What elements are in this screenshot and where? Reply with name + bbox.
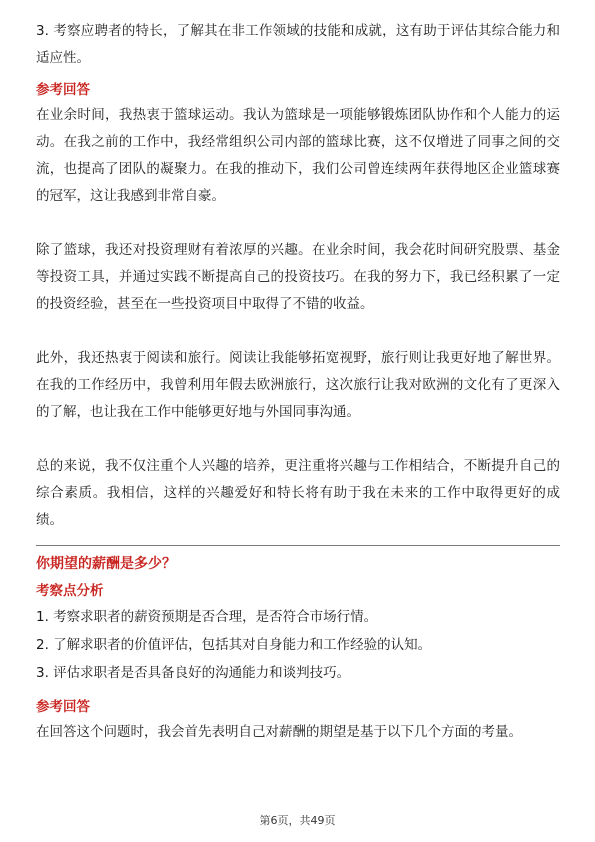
intro-list-item: 3. 考察应聘者的特长，了解其在非工作领域的技能和成就，这有助于评估其综合能力和适应性。	[36, 23, 560, 66]
question-title: 你期望的薪酬是多少？	[36, 556, 176, 572]
answer-paragraph: 此外，我还热衷于阅读和旅行。阅读让我能够拓宽视野，旅行则让我更好地了解世界。在我的工作经历中，我曾利用年假去欧洲旅行，这次旅行让我对欧洲的文化有了更深入的了解，也让我在工作中能够更好地与外国同事沟通。	[36, 350, 560, 420]
paragraph-gap	[36, 426, 560, 453]
page-content	[36, 18, 560, 746]
page-footer: 第6页，共49页	[259, 814, 336, 827]
paragraph-gap	[36, 318, 560, 345]
paragraph-gap	[36, 210, 560, 237]
section-divider	[36, 545, 560, 546]
answer-heading: 参考回答	[36, 82, 90, 98]
answer-paragraph: 在业余时间，我热衷于篮球运动。我认为篮球是一项能够锻炼团队协作和个人能力的运动。在我之前的工作中，我经常组织公司内部的篮球比赛，这不仅增进了同事之间的交流，也提高了团队的凝聚力。在我的推动下，我们公司曾连续两年获得地区企业篮球赛的冠军，这让我感到非常自豪。	[36, 107, 560, 204]
answer-heading: 参考回答	[36, 699, 90, 715]
analysis-heading: 考察点分析	[36, 583, 104, 599]
answer-paragraph: 除了篮球，我还对投资理财有着浓厚的兴趣。在业余时间，我会花时间研究股票、基金等投资工具，并通过实践不断提高自己的投资技巧。在我的努力下，我已经积累了一定的投资经验，甚至在一些投资项目中取得了不错的收益。	[36, 242, 560, 312]
analysis-item: 3. 评估求职者是否具备良好的沟通能力和谈判技巧。	[36, 665, 351, 681]
analysis-item: 2. 了解求职者的价值评估，包括其对自身能力和工作经验的认知。	[36, 637, 432, 653]
answer-paragraph: 在回答这个问题时，我会首先表明自己对薪酬的期望是基于以下几个方面的考量。	[36, 724, 522, 740]
analysis-item: 1. 考察求职者的薪资预期是否合理，是否符合市场行情。	[36, 609, 378, 625]
answer-paragraph: 总的来说，我不仅注重个人兴趣的培养，更注重将兴趣与工作相结合，不断提升自己的综合素质。我相信，这样的兴趣爱好和特长将有助于我在未来的工作中取得更好的成绩。	[36, 458, 560, 528]
